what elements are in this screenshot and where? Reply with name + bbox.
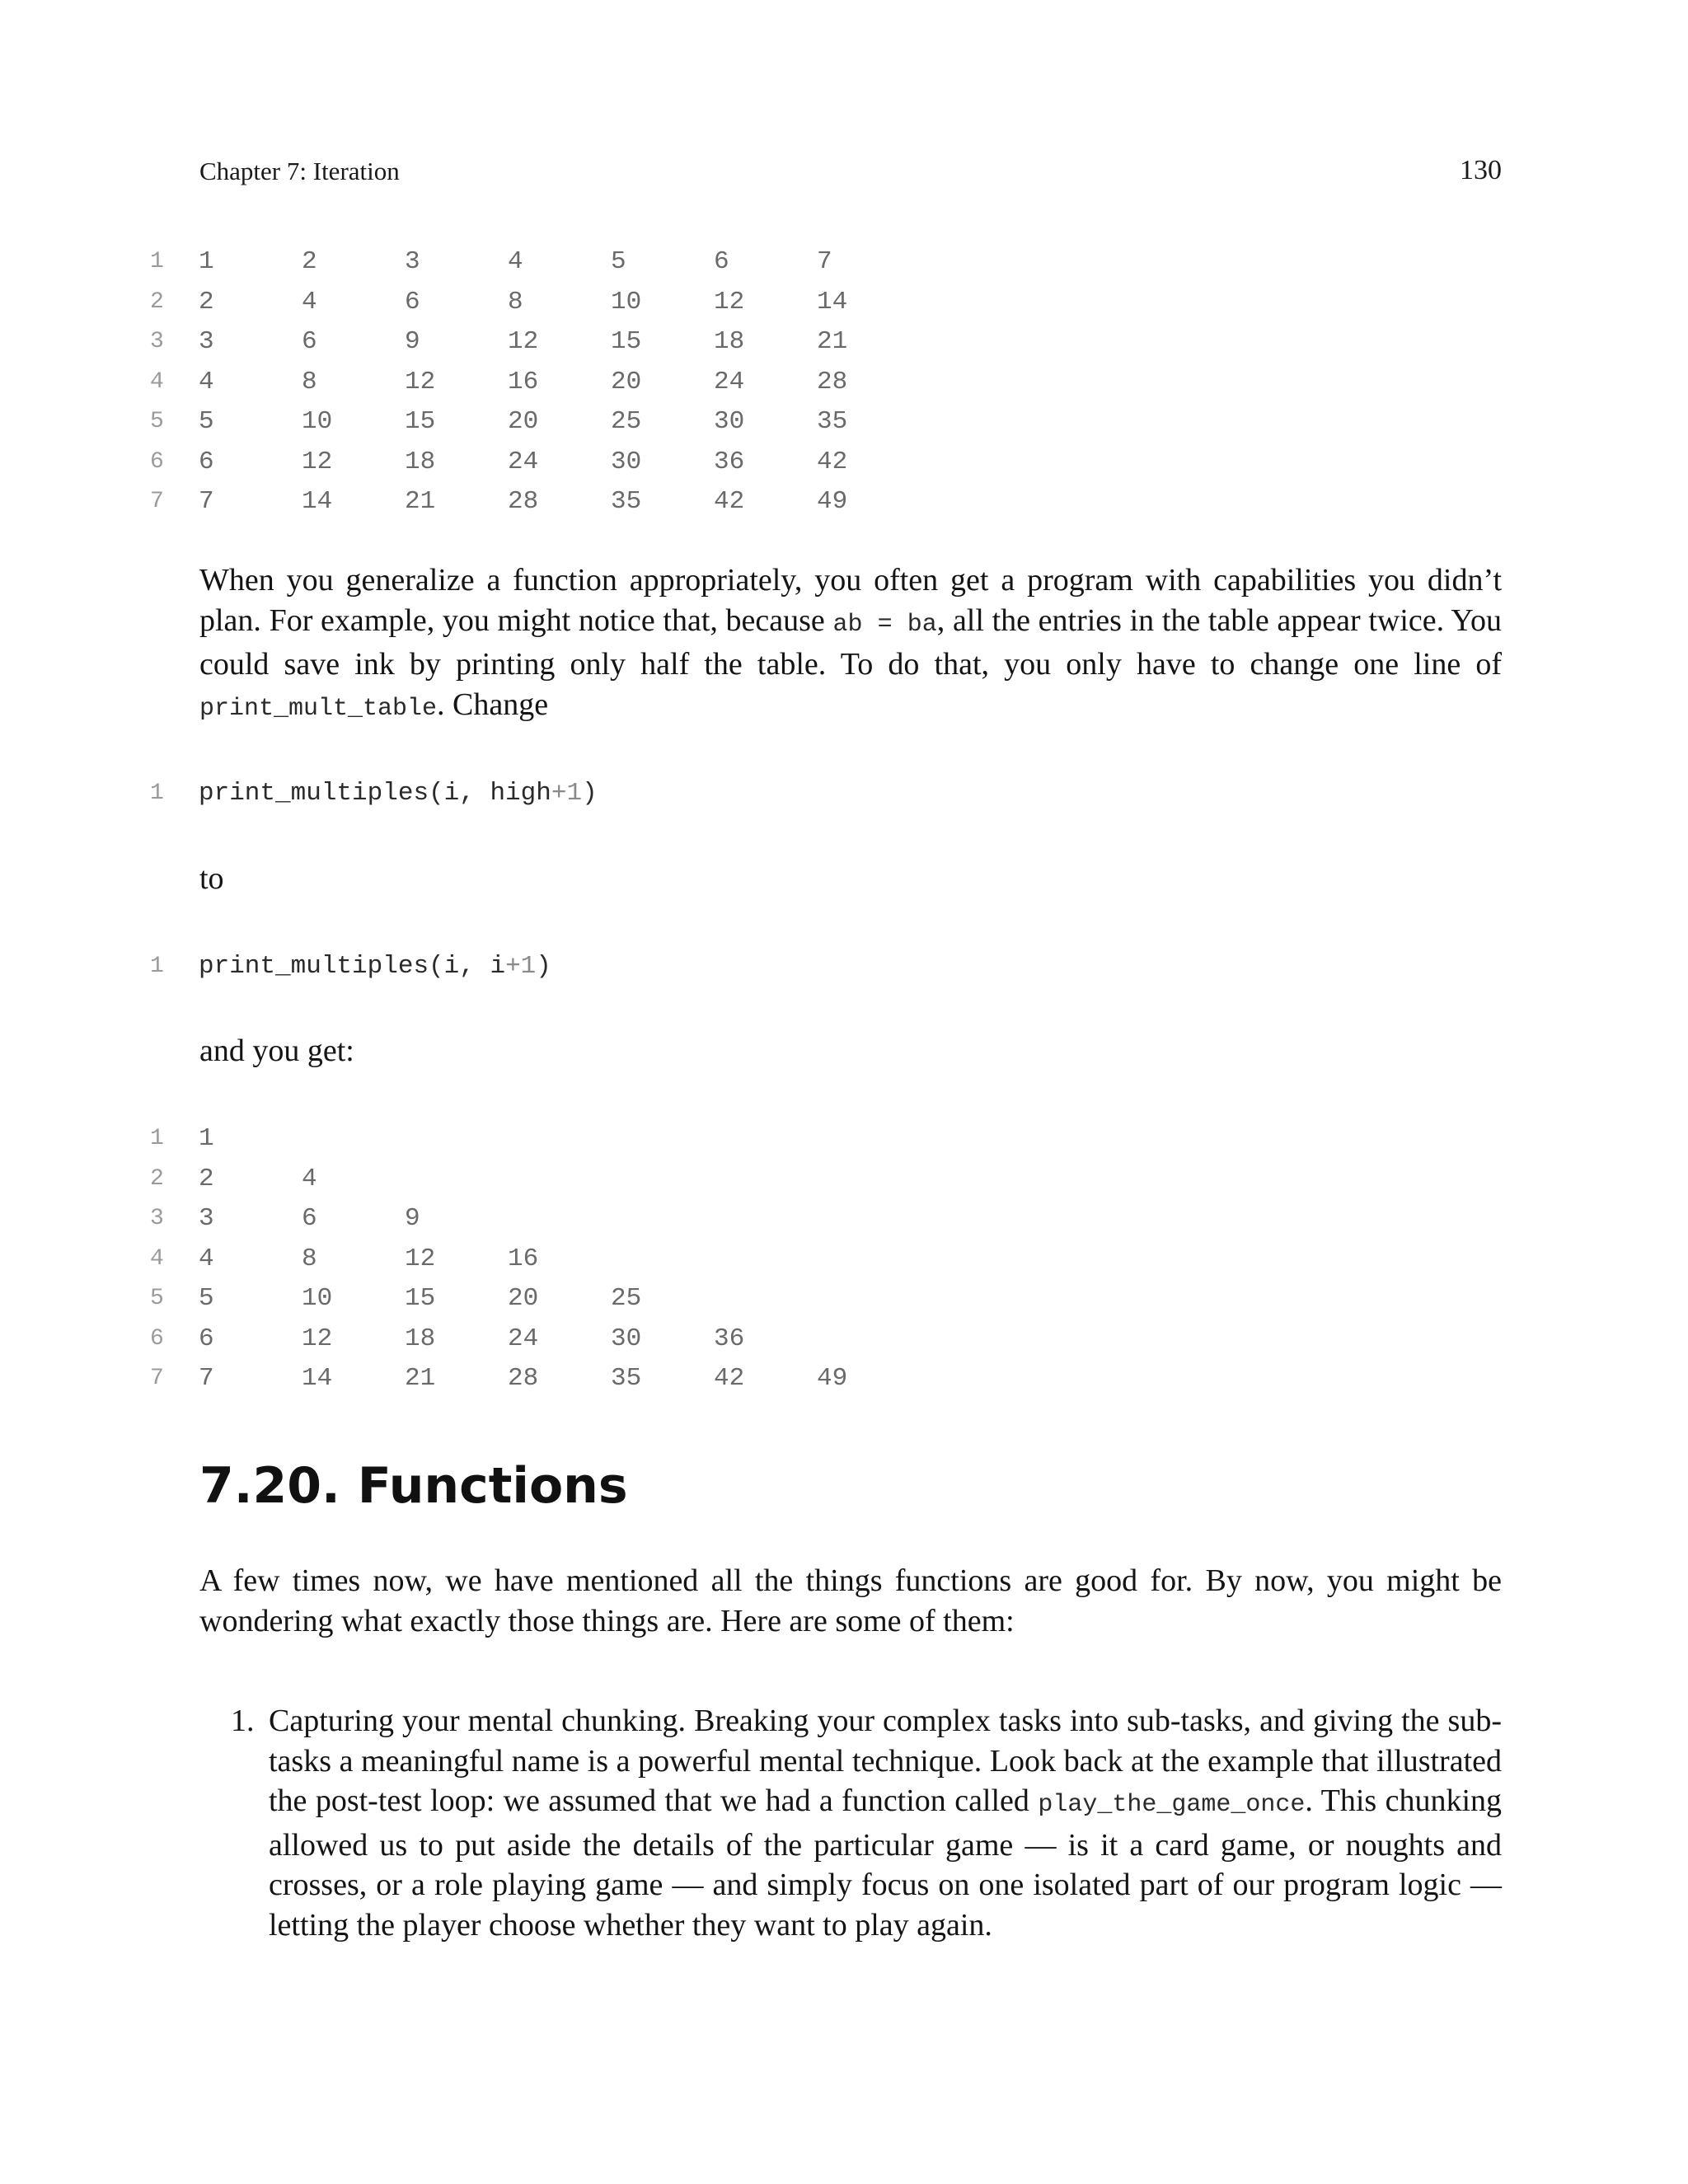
code-line bbox=[0, 1165, 1688, 1205]
table-cell: 8 bbox=[302, 367, 317, 396]
paragraph-text: When you generalize a function appropriately, you often get a program with capabilities you didn’t plan. For example, you might notice that, because bbox=[199, 563, 1502, 638]
table-cell: 12 bbox=[302, 1324, 333, 1353]
inline-code-print-mult-table: print_mult_table bbox=[199, 694, 438, 723]
table-cell: 12 bbox=[405, 367, 436, 396]
code-block-half-table bbox=[0, 1124, 1688, 1404]
table-cell: 3 bbox=[199, 1204, 214, 1233]
table-cell: 28 bbox=[817, 367, 848, 396]
section-heading: 7.20. Functions bbox=[199, 1457, 628, 1515]
table-cell: 4 bbox=[302, 287, 317, 316]
table-cell: 21 bbox=[405, 1364, 436, 1393]
table-cell: 30 bbox=[611, 447, 642, 476]
line-number: 7 bbox=[150, 489, 164, 514]
table-cell: 16 bbox=[508, 367, 539, 396]
table-cell: 7 bbox=[817, 247, 832, 276]
table-cell: 7 bbox=[199, 1364, 214, 1393]
table-cell: 10 bbox=[302, 407, 333, 436]
paragraph-and-you-get: and you get: bbox=[199, 1033, 354, 1068]
table-cell: 10 bbox=[302, 1284, 333, 1313]
table-cell: 16 bbox=[508, 1244, 539, 1273]
table-cell: 12 bbox=[714, 287, 745, 316]
list-item bbox=[199, 1701, 1502, 1945]
code-line bbox=[0, 448, 1688, 488]
table-cell: 42 bbox=[817, 447, 848, 476]
table-cell: 49 bbox=[817, 1364, 848, 1393]
table-cell: 21 bbox=[405, 487, 436, 516]
code-line bbox=[0, 288, 1688, 328]
table-cell: 28 bbox=[508, 1364, 539, 1393]
table-cell: 6 bbox=[302, 327, 317, 356]
line-number: 2 bbox=[150, 1165, 164, 1192]
table-cell: 30 bbox=[714, 407, 745, 436]
table-cell: 9 bbox=[405, 327, 420, 356]
code-line bbox=[0, 1124, 1688, 1165]
code-line bbox=[0, 1364, 1688, 1404]
line-number: 6 bbox=[150, 448, 164, 475]
code-line bbox=[0, 1284, 1688, 1324]
table-cell: 20 bbox=[611, 367, 642, 396]
table-cell: 25 bbox=[611, 1284, 642, 1313]
table-cell: 35 bbox=[817, 407, 848, 436]
table-cell: 6 bbox=[199, 447, 214, 476]
paragraph-text: . Change bbox=[437, 687, 549, 722]
inline-code-play-the-game-once: play_the_game_once bbox=[1038, 1791, 1306, 1819]
page-number: 130 bbox=[1460, 155, 1502, 185]
table-cell: 42 bbox=[714, 487, 745, 516]
table-cell: 14 bbox=[817, 287, 848, 316]
table-cell: 18 bbox=[714, 327, 745, 356]
paragraph-generalize bbox=[199, 560, 1502, 729]
running-head: Chapter 7: Iteration bbox=[199, 157, 400, 185]
line-number: 5 bbox=[150, 1286, 164, 1311]
table-cell: 25 bbox=[611, 407, 642, 436]
code-line bbox=[0, 1324, 1688, 1365]
code-line bbox=[0, 327, 1688, 368]
table-cell: 7 bbox=[199, 487, 214, 516]
table-cell: 20 bbox=[508, 407, 539, 436]
table-cell: 5 bbox=[611, 247, 626, 276]
table-cell: 5 bbox=[199, 407, 214, 436]
code-source: print_multiples(i, high+1) bbox=[199, 779, 598, 808]
table-cell: 15 bbox=[405, 1284, 436, 1313]
table-cell: 24 bbox=[714, 367, 745, 396]
code-block-full-table bbox=[0, 247, 1688, 527]
table-cell: 6 bbox=[199, 1324, 214, 1353]
table-cell: 14 bbox=[302, 487, 333, 516]
line-number: 3 bbox=[150, 1206, 164, 1231]
table-cell: 21 bbox=[817, 327, 848, 356]
line-number: 4 bbox=[150, 368, 164, 395]
table-cell: 2 bbox=[199, 1164, 214, 1193]
table-cell: 4 bbox=[508, 247, 523, 276]
list-item-number: 1. bbox=[231, 1704, 255, 1738]
table-cell: 6 bbox=[405, 287, 420, 316]
table-cell: 18 bbox=[405, 447, 436, 476]
table-cell: 36 bbox=[714, 447, 745, 476]
table-cell: 8 bbox=[302, 1244, 317, 1273]
table-cell: 24 bbox=[508, 1324, 539, 1353]
line-number: 7 bbox=[150, 1366, 164, 1391]
line-number: 6 bbox=[150, 1325, 164, 1352]
table-cell: 14 bbox=[302, 1364, 333, 1393]
table-cell: 4 bbox=[199, 1244, 214, 1273]
line-number: 2 bbox=[150, 288, 164, 315]
table-cell: 6 bbox=[714, 247, 729, 276]
table-cell: 9 bbox=[405, 1204, 420, 1233]
table-cell: 28 bbox=[508, 487, 539, 516]
table-cell: 3 bbox=[199, 327, 214, 356]
line-number: 1 bbox=[150, 1126, 164, 1151]
line-number: 1 bbox=[150, 780, 164, 806]
list-item-text: . This chunking allowed us to put aside the details of the particular game — is it a card game, or noughts and crosses, or a role playing game — and simply focus on one isolated part of our program logic — letting the player choose whether they want to play again. bbox=[269, 1783, 1502, 1943]
table-cell: 35 bbox=[611, 487, 642, 516]
table-cell: 49 bbox=[817, 487, 848, 516]
table-cell: 30 bbox=[611, 1324, 642, 1353]
code-line bbox=[0, 487, 1688, 527]
table-cell: 20 bbox=[508, 1284, 539, 1313]
table-cell: 5 bbox=[199, 1284, 214, 1313]
code-line bbox=[0, 247, 1688, 288]
table-cell: 10 bbox=[611, 287, 642, 316]
table-cell: 36 bbox=[714, 1324, 745, 1353]
line-number: 4 bbox=[150, 1245, 164, 1272]
table-cell: 42 bbox=[714, 1364, 745, 1393]
line-number: 1 bbox=[150, 249, 164, 274]
table-cell: 15 bbox=[405, 407, 436, 436]
paragraph-functions-intro: A few times now, we have mentioned all the things functions are good for. By now, you might be wondering what exactly those things are. Here are some of them: bbox=[199, 1563, 1502, 1638]
code-line bbox=[0, 952, 1688, 992]
code-source: print_multiples(i, i+1) bbox=[199, 952, 551, 981]
table-cell: 1 bbox=[199, 247, 214, 276]
table-cell: 2 bbox=[199, 287, 214, 316]
table-cell: 2 bbox=[302, 247, 317, 276]
code-line bbox=[0, 407, 1688, 448]
table-cell: 15 bbox=[611, 327, 642, 356]
code-line bbox=[0, 1244, 1688, 1285]
code-block-changed-line bbox=[0, 952, 1688, 992]
table-cell: 3 bbox=[405, 247, 420, 276]
line-number: 1 bbox=[150, 954, 164, 979]
code-block-original-line bbox=[0, 779, 1688, 819]
paragraph-to: to bbox=[199, 861, 224, 896]
code-line bbox=[0, 779, 1688, 819]
code-line bbox=[0, 1204, 1688, 1244]
paragraph-text: , all the entries in the table appear twice. You could save ink by printing only half the table. To do that, you only have to change one line of bbox=[199, 602, 1502, 682]
table-cell: 4 bbox=[302, 1164, 317, 1193]
table-cell: 4 bbox=[199, 367, 214, 396]
table-cell: 8 bbox=[508, 287, 523, 316]
table-cell: 12 bbox=[302, 447, 333, 476]
table-cell: 35 bbox=[611, 1364, 642, 1393]
table-cell: 6 bbox=[302, 1204, 317, 1233]
code-line bbox=[0, 368, 1688, 408]
table-cell: 1 bbox=[199, 1124, 214, 1153]
inline-code-ab-ba: ab = ba bbox=[832, 610, 937, 639]
table-cell: 18 bbox=[405, 1324, 436, 1353]
functions-list bbox=[199, 1701, 1502, 1945]
table-cell: 12 bbox=[405, 1244, 436, 1273]
list-item-text: Capturing your mental chunking. Breaking your complex tasks into sub-tasks, and giving the sub-tasks a meaningful name is a powerful mental technique. Look back at the example that illustrated the post-test loop: we assumed that we had a function called bbox=[269, 1704, 1502, 1818]
line-number: 3 bbox=[150, 329, 164, 354]
table-cell: 12 bbox=[508, 327, 539, 356]
line-number: 5 bbox=[150, 409, 164, 434]
table-cell: 24 bbox=[508, 447, 539, 476]
